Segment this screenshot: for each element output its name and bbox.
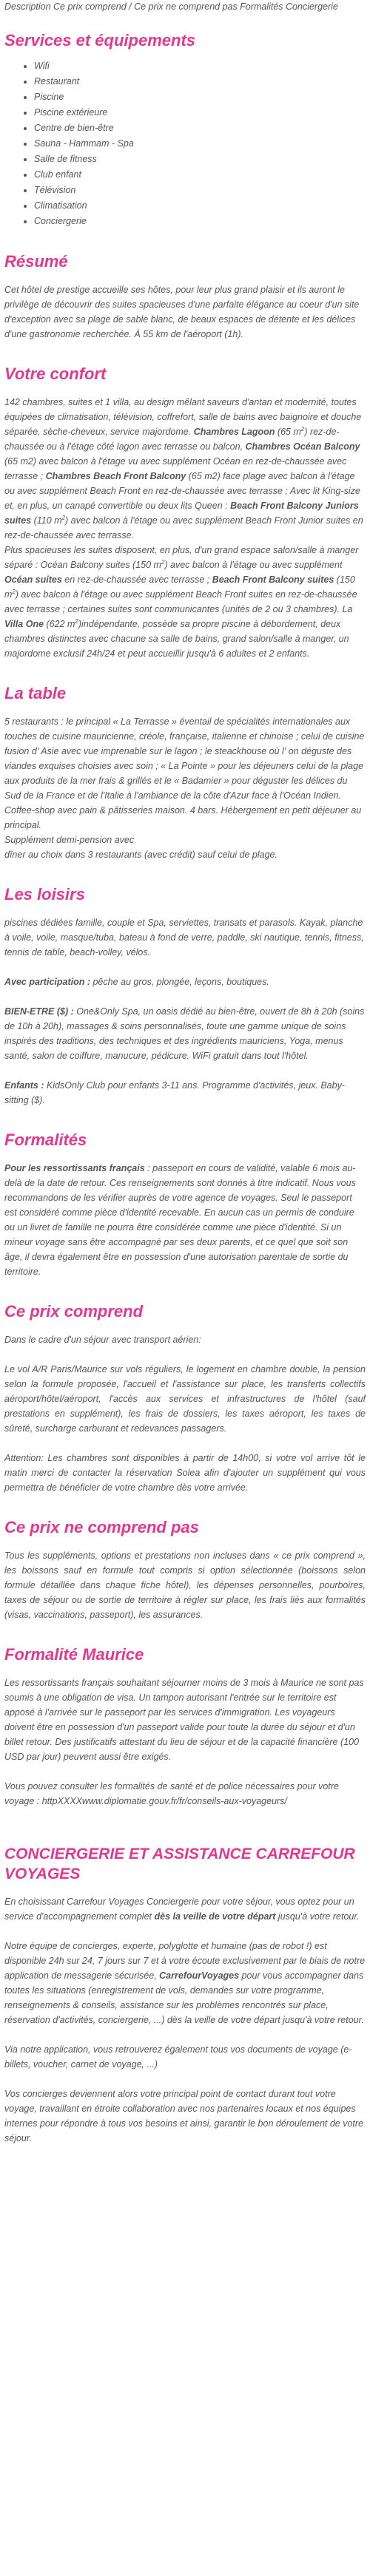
table-title: La table	[4, 684, 67, 702]
services-title: Services et équipements	[4, 31, 196, 50]
table-text: 5 restaurants : le principal « La Terrasse » éventail de spécialités internationales aux touches de cuisine mauricienne, créole, française, italienne et chinoise ; celui de cuisine fusion d' Asie avec vue imprenable sur le lagon ; le steackhouse où l' on déguste des viandes exquises choisies avec soin ; « La Pointe » pour les déjeuners celui de la plage aux produits de la mer frais & grillés et le « Badamier » pour déguster les délices du Sud de la France et de l'Italie à l'ambiance de la côte d'Azur face à l'Océan Indien. Coffee-shop avec pain & pâtisseries maison. 4 bars. Hébergement en petit déjeuner au principal.	[4, 716, 365, 830]
loisirs-text: piscines dédiées famille, couple et Spa, serviettes, transats et parasols. Kayak, planche à voile, voile, masque/tuba, bateau à fond de verre, paddle, ski nautique, tennis, fitness, tennis de table, beach-volley, vélos.	[4, 918, 364, 957]
list-item: • Conciergerie	[34, 214, 366, 229]
formalites-title: Formalités	[4, 1131, 87, 1149]
loisirs-enfants: Enfants : KidsOnly Club pour enfants 3-11 ans. Programme d'activités, jeux. Baby-sitting ($).	[4, 1080, 345, 1105]
concierge-title: CONCIERGERIE ET ASSISTANCE CARREFOUR VOYAGES	[4, 1845, 355, 1882]
list-item: • Piscine	[34, 89, 366, 105]
prix-attention: Attention: Les chambres sont disponibles à partir de 14h00, si votre vol arrive tôt le matin merci de contacter la réservation Solea afin d'ajouter un supplément qui vous permettra de bénéficier de votre chambre dès votre arrivée.	[4, 1453, 366, 1493]
loisirs-participation: Avec participation : pêche au gros, plongée, leçons, boutiques.	[4, 977, 269, 987]
noprix-text: Tous les suppléments, options et prestations non incluses dans « ce prix comprend », les boissons sauf en formule tout compris si option sélectionnée (boissons selon formule détaillée dans chaque fiche hôtel), les dépenses personnelles, pourboires, taxes de séjour ou de sortie de territoire à régler sur place, les frais liés aux formalités (visas, vaccinations, passeport), les assurances.	[4, 1550, 366, 1620]
list-item: • Club enfant	[34, 167, 366, 183]
resume-text: Cet hôtel de prestige accueille ses hôtes, pour leur plus grand plaisir et ils auront le privilège de découvrir des suites spacieuses d'une parfaite élégance au coeur d'un site d'exception avec sa plage de sable blanc, de beaux espaces de détente et les délices d'une gastronomie recherchée. À 55 km de l'aéroport (1h).	[4, 285, 360, 339]
concierge-app: Via notre application, vous retrouverez également tous vos documents de voyage (e-billets, voucher, carnet de voyage, ...)	[4, 2044, 352, 2070]
confort-paragraph-rooms: 142 chambres, suites et 1 villa, au design mêlant saveurs d'antan et modernité, toutes équipées de climatisation, télévision, coffrefort, salle de bains avec baignoire et douche séparée, sèche-cheveux, service majordome. Chambres Lagoon (65 $m^2$) rez-de-chaussée ou à l'étage côté lagon avec terrasse ou balcon, Chambres Océan Balcony (65 m2) avec balcon à l'étage vu avec supplément Océan en rez-de-chaussée avec terrasse ; Chambres Beach Front Balcony (65 m2) face plage avec balcon à l'étage ou avec supplément Beach Front en rez-de-chaussée avec terrasse ; Avec lit King-size et, en plus, un canapé convertible ou deux lits Queen : Beach Front Balcony Juniors suites (110 $m^2$) avec balcon à l'étage ou avec supplément Beach Front Junior suites en rez-de-chaussée avec terrasse.	[4, 397, 363, 540]
list-item: • Centre de bien-être	[34, 121, 366, 136]
concierge-contact: Vos concierges deviennent alors votre principal point de contact durant tout votre voyage, travaillant en étroite collaboration avec nos partenaires locaux et nos équipes internes pour répondre à tous vos besoins et ainsi, garantir le bon déroulement de votre séjour.	[4, 2089, 364, 2143]
list-item: • Wifi	[34, 58, 366, 74]
list-item: • Climatisation	[34, 198, 366, 214]
maurice-link-text: Vous pouvez consulter les formalités de santé et de police nécessaires pour votre voyage : httpXXXXwww.diplomatie.gouv.fr/fr/conseils-aux-voyageurs/	[4, 1781, 339, 1806]
formalites-text: Pour les ressortissants français : passeport en cours de validité, valable 6 mois au-delà de la date de retour. Ces renseignements sont donnés à titre indicatif. Nous vous recommandons de les vérifier auprès de votre agence de voyages. Seul le passeport est considéré comme pièce d'identité recevable. En aucun cas un permis de conduire ou un livret de famille ne pourra être considérée comme une pièce d'identité. Si un mineur voyage sans être accompagné par ses deux parents, et ce quel que soit son âge, il devra également être en possession d'une autorisation parentale de sortie du territoire.	[4, 1163, 356, 1277]
noprix-title: Ce prix ne comprend pas	[4, 1518, 199, 1536]
table-halfboard: Supplément demi-pension avec	[4, 835, 135, 845]
prix-details: Le vol A/R Paris/Maurice sur vols réguliers, le logement en chambre double, la pension selon la formule proposée, l'accueil et l'assistance sur place, les transferts collectifs aéroport/hôtel/aéroport, l'accès aux services et infrastructures de l'hôtel (sauf prestations en supplément), les frais de dossiers, les taxes aéroport, les taxes de sûreté, surcharge carburant et redevances passagers.	[4, 1364, 366, 1434]
list-item: • Télévision	[34, 183, 366, 198]
confort-paragraph-suites: Plus spacieuses les suites disposent, en plus, d'un grand espace salon/salle à manger séparé : Océan Balcony suites (150 $m^2$) avec balcon à l'étage ou avec supplément Océan suites en rez-de-chaussée avec terrasse ; Beach Front Balcony suites (150 $m^2$) avec balcon à l'étage ou avec supplément Beach Front suites en rez-de-chaussée avec terrasse ; certaines suites sont communicantes (unités de 2 ou 3 chambres). La Villa One (622 $m^2)indépendante$, possède sa propre piscine à débordement, deux chambres distinctes avec chacune sa salle de bains, grand salon/salle à manger, un majordome exclusif 24h/24 et peut accueillir jusqu'à 6 adultes et 2 enfants.	[4, 545, 359, 659]
concierge-intro: En choisissant Carrefour Voyages Conciergerie pour votre séjour, vous optez pour un service d'accompagnement complet dès la veille de votre départ jusqu'à votre retour.	[4, 1897, 360, 1922]
maurice-text: Les ressortissants français souhaitant séjourner moins de 3 mois à Maurice ne sont pas soumis à une obligation de visa. Un tampon autorisant l'entrée sur le territoire est apposé à l'arrivée sur le passeport par les services d'immigration. Les voyageurs doivent être en possession d'un passeport valide pour toute la durée du séjour et d'un billet retour. Des justificatifs attestant du lieu de séjour et de la capacité financière (100 USD par jour) peuvent aussi être exigés.	[4, 1678, 364, 1762]
prix-intro: Dans le cadre d'un séjour avec transport aérien:	[4, 1335, 201, 1345]
loisirs-bien-etre: BIEN-ETRE ($) : One&Only Spa, un oasis dédié au bien-être, ouvert de 8h à 20h (soins de 10h à 20h), massages & soins personnalisés, toute une gamme unique de soins inspirés des traditions, des techniques et des ingrédients mauriciens, Yoga, menus santé, salon de coiffure, manucure, pédicure. WiFi gratuit dans tout l'hôtel.	[4, 1006, 365, 1061]
list-item: • Salle de fitness	[34, 152, 366, 167]
loisirs-title: Les loisirs	[4, 885, 85, 904]
resume-title: Résumé	[4, 252, 68, 271]
services-list	[4, 58, 366, 229]
list-item: • Piscine extérieure	[34, 105, 366, 121]
confort-title: Votre confort	[4, 365, 107, 383]
list-item: • Restaurant	[34, 74, 366, 89]
list-item: • Sauna - Hammam - Spa	[34, 136, 366, 152]
concierge-team: Notre équipe de concierges, experte, polyglotte et humaine (pas de robot !) est disponible 24h sur 24, 7 jours sur 7 et à votre écoute exclusivement par le biais de notre application de messagerie sécurisée, CarrefourVoyages pour vous accompagner dans toutes les situations (enregistrement de vols, demandes sur votre programme, renseignements & conseils, assistance sur les problèmes rencontrés sur place, réservation d'activités, conciergerie, ...) dès la veille de votre départ jusqu'à votre retour.	[4, 1941, 366, 2025]
table-dinner: dîner au choix dans 3 restaurants (avec crédit) sauf celui de plage.	[4, 850, 278, 860]
prix-title: Ce prix comprend	[4, 1302, 144, 1321]
top-description: Description Ce prix comprend / Ce prix ne comprend pas Formalités Conciergerie	[4, 1, 338, 12]
maurice-title: Formalité Maurice	[4, 1645, 144, 1664]
